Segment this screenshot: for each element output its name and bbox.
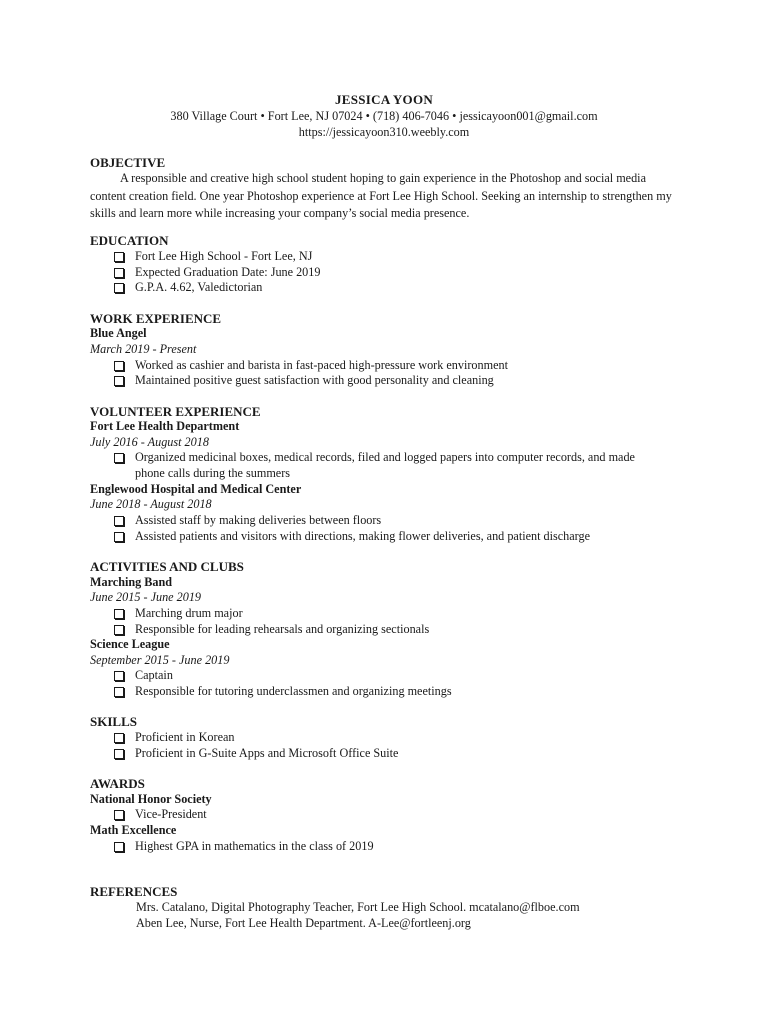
org-name: Math Excellence — [90, 823, 177, 837]
section-title-work: WORK EXPERIENCE — [90, 311, 222, 326]
checkbox-bullet-icon — [114, 361, 124, 371]
section-title-activities: ACTIVITIES AND CLUBS — [90, 559, 244, 574]
org-name: Fort Lee Health Department — [90, 419, 240, 433]
section-title-education: EDUCATION — [90, 233, 169, 248]
section-title-awards: AWARDS — [90, 776, 145, 791]
date-range: July 2016 - August 2018 — [90, 435, 209, 449]
checkbox-bullet-icon — [114, 268, 124, 278]
checkbox-bullet-icon — [114, 671, 124, 681]
org-name: Blue Angel — [90, 326, 147, 340]
checkbox-bullet-icon — [114, 283, 124, 293]
checkbox-bullet-icon — [114, 687, 124, 697]
section-title-references: REFERENCES — [90, 884, 178, 899]
contact-line: 380 Village Court • Fort Lee, NJ 07024 • (718) 406-7046 • jessicayoon001@gmail.com — [170, 109, 598, 123]
checkbox-bullet-icon — [114, 625, 124, 635]
checkbox-bullet-icon — [114, 532, 124, 542]
section-title-volunteer: VOLUNTEER EXPERIENCE — [90, 404, 261, 419]
checkbox-bullet-icon — [114, 516, 124, 526]
checkbox-bullet-icon — [114, 376, 124, 386]
reference-line: Mrs. Catalano, Digital Photography Teacher, Fort Lee High School. mcatalano@flboe.com — [136, 900, 580, 914]
org-name: National Honor Society — [90, 792, 212, 806]
org-name: Englewood Hospital and Medical Center — [90, 482, 302, 496]
section-title-skills: SKILLS — [90, 714, 137, 729]
org-name: Science League — [90, 637, 170, 651]
applicant-name: JESSICA YOON — [334, 92, 434, 107]
checkbox-bullet-icon — [114, 252, 124, 262]
checkbox-bullet-icon — [114, 609, 124, 619]
checkbox-bullet-icon — [114, 749, 124, 759]
org-name: Marching Band — [90, 575, 173, 589]
website-link[interactable]: https://jessicayoon310.weebly.com — [298, 125, 470, 139]
objective-text: A responsible and creative high school student hoping to gain experience in the Photoshop and social media content creation field. One year Photoshop experience at Fort Lee High School. Seeking an internship to strengthen my skills and learn more while increasing your company’s social media presence. — [90, 171, 672, 220]
date-range: June 2015 - June 2019 — [90, 590, 202, 604]
resume-page: JESSICA YOON 380 Village Court • Fort Lee, NJ 07024 • (718) 406-7046 • jessicayoon001@gmail.com https://jessicayoon310.weebly.com OBJECTIVE A responsible and creative high school student hoping to gain experience in the Photoshop and social media content creation field. One year Photoshop experience at Fort Lee High School. Seeking an internship to strengthen my skills and learn more while increasing your company’s social media presence. EDUCATION Fort Lee High School - Fort Lee, NJ Expected Graduation Date: June 2019 G.P.A. 4.62, Valedictorian WORK EXPERIENCE Blue Angel March 2019 - Present Worked as cashier and barista in fast-paced high-pressure work environment Maintained positive guest satisfaction with good personality and cleaning VOLUNTEER EXPERIENCE Fort Lee Health Department July 2016 - August 2018 Organized medicinal boxes, medical records, filed and logged papers into computer records, and made phone calls during the summers Englewood Hospital and Medical Center June 2018 - August 2018 Assisted staff by making deliveries between floors Assisted patients and visitors with directions, making flower deliveries, and patient discharge ACTIVITIES AND CLUBS Marching Band June 2015 - June 2019 Marching drum major Responsible for leading rehearsals and organizing sectionals Science League September 2015 - June 2019 Captain Responsible for tutoring underclassmen and organizing meetings SKILLS Proficient in Korean Proficient in G-Suite Apps and Microsoft Office Suite AWARDS National Honor Society Vice-President Math Excellence Highest GPA in mathematics in the class of 2019 REFERENCES Mrs. Catalano, Digital Photography Teacher, Fort Lee High School. mcatalano@flboe.com Aben Lee, Nurse, Fort Lee Health Department. A-Lee@fortleenj.org — [0, 0, 768, 1024]
date-range: June 2018 - August 2018 — [90, 497, 212, 511]
reference-line: Aben Lee, Nurse, Fort Lee Health Department. A-Lee@fortleenj.org — [136, 916, 471, 930]
checkbox-bullet-icon — [114, 810, 124, 820]
checkbox-bullet-icon — [114, 733, 124, 743]
checkbox-bullet-icon — [114, 453, 124, 463]
section-title-objective: OBJECTIVE — [90, 155, 166, 170]
date-range: September 2015 - June 2019 — [90, 653, 230, 667]
date-range: March 2019 - Present — [90, 342, 197, 356]
checkbox-bullet-icon — [114, 842, 124, 852]
